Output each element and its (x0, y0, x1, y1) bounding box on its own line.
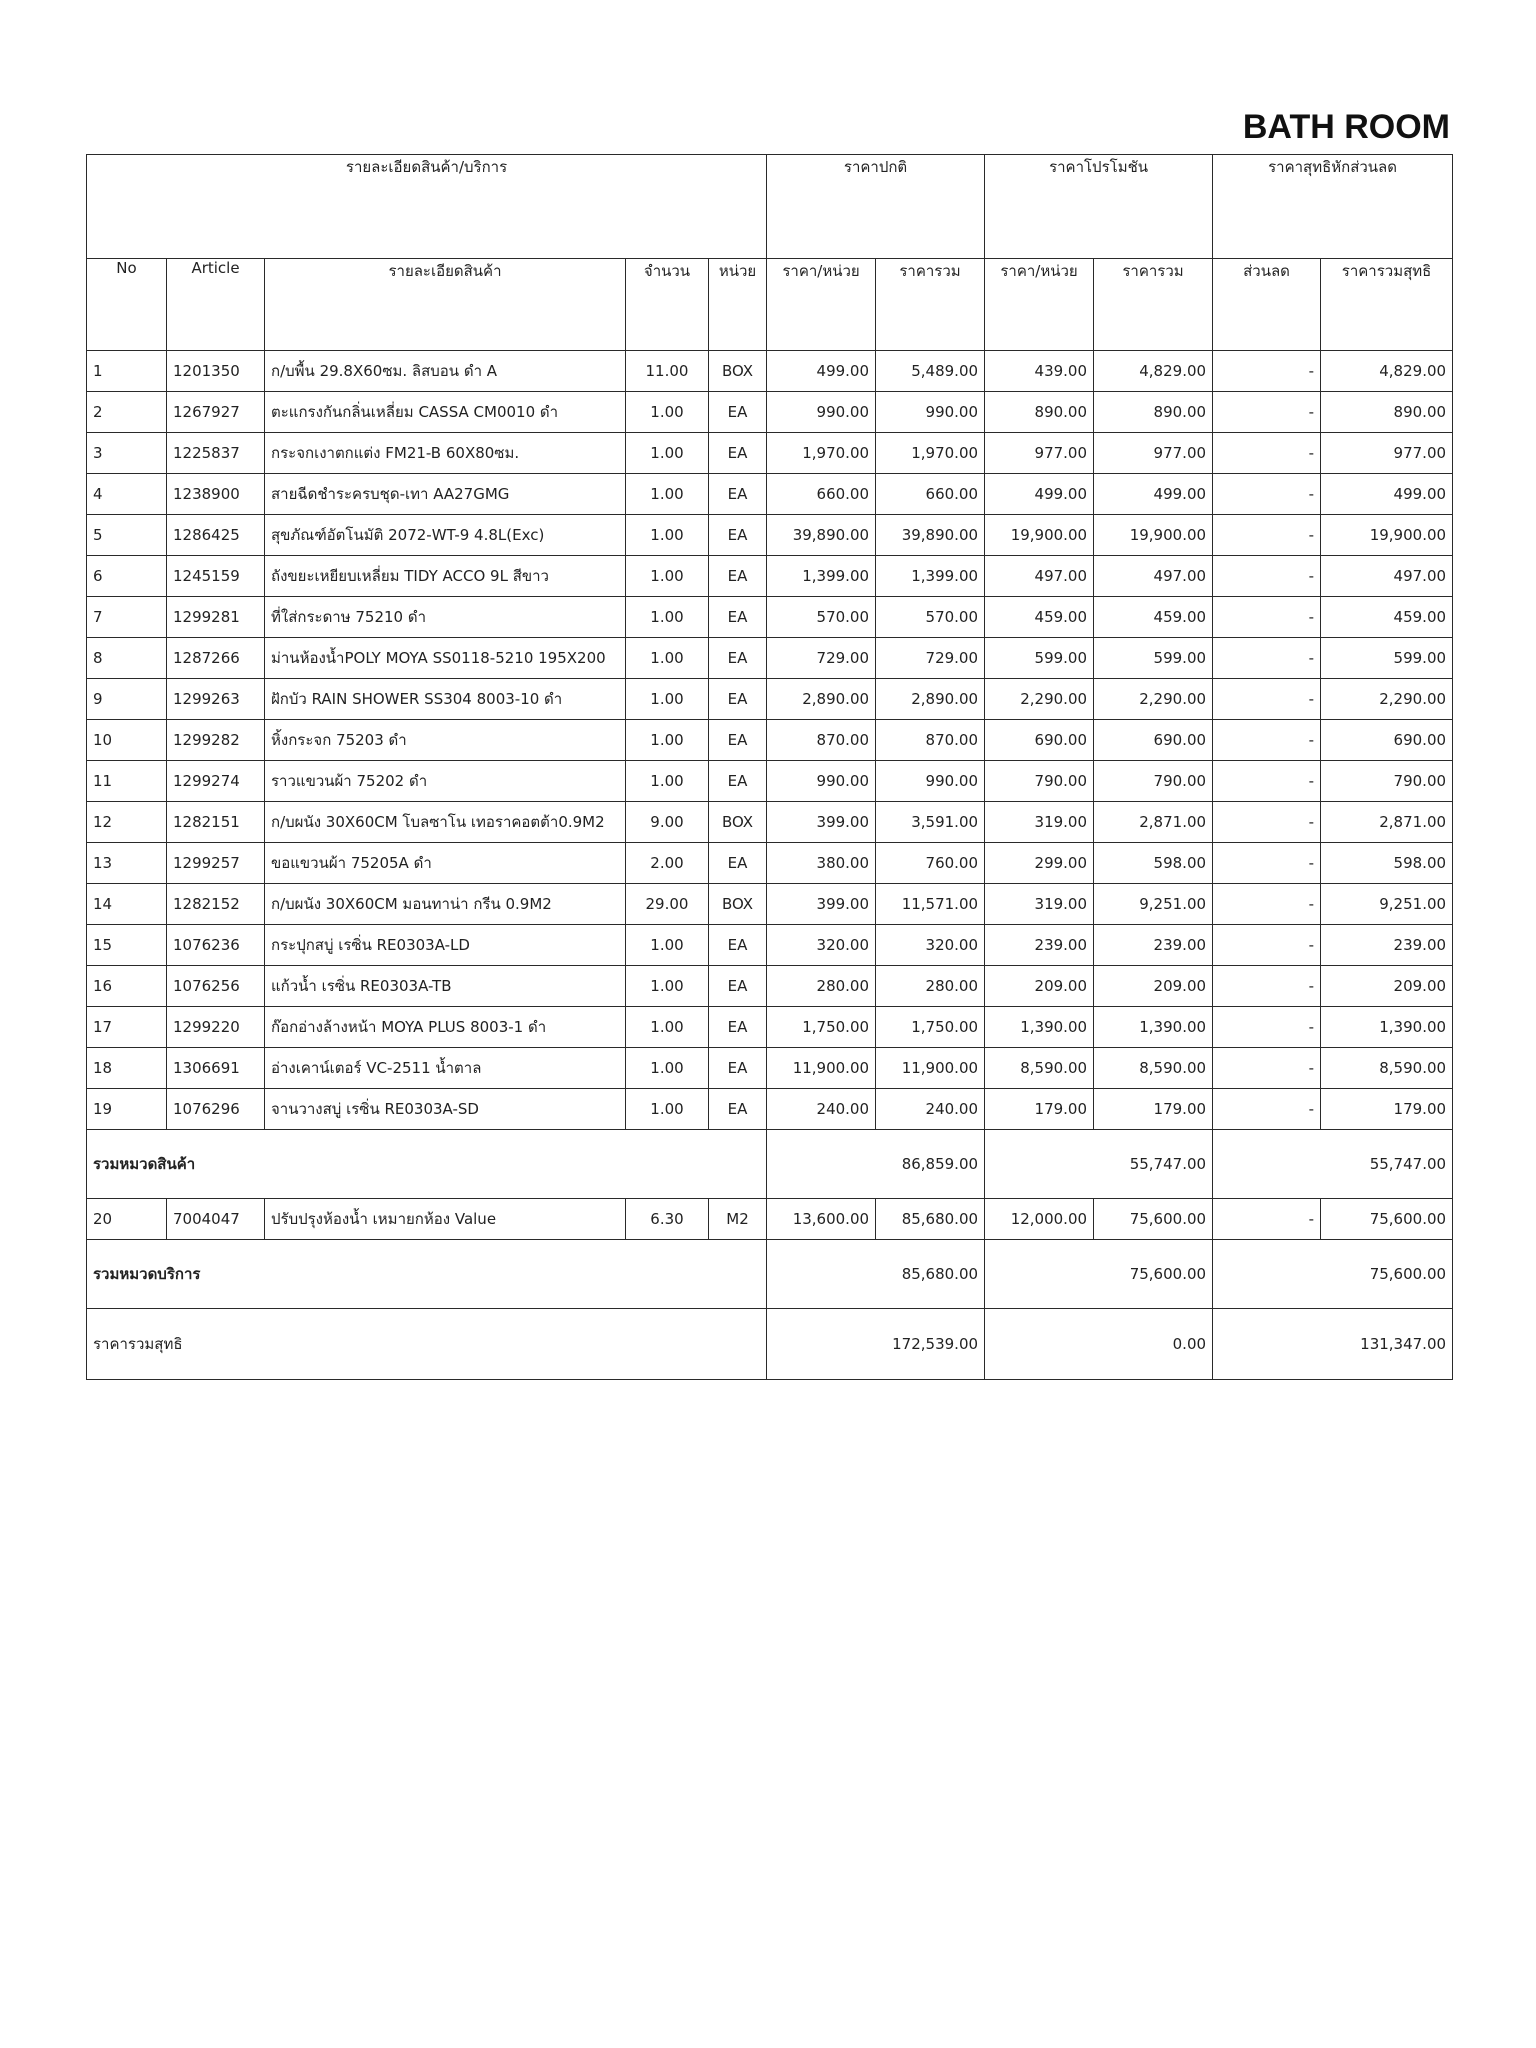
item-promo-total: 2,871.00 (1094, 802, 1213, 843)
item-no: 9 (87, 679, 167, 720)
item-discount: - (1213, 1048, 1321, 1089)
item-discount: - (1213, 474, 1321, 515)
item-unit: EA (709, 1048, 767, 1089)
item-desc: ฝักบัว RAIN SHOWER SS304 8003-10 ดำ (265, 679, 626, 720)
group-header-net-price: ราคาสุทธิหักส่วนลด (1213, 155, 1453, 259)
item-discount: - (1213, 556, 1321, 597)
item-discount: - (1213, 597, 1321, 638)
item-qty: 1.00 (626, 925, 709, 966)
item-no: 1 (87, 351, 167, 392)
item-unit-price: 11,900.00 (767, 1048, 876, 1089)
service-item-no: 20 (87, 1199, 167, 1240)
item-net: 2,290.00 (1321, 679, 1453, 720)
item-promo-total: 499.00 (1094, 474, 1213, 515)
item-net: 599.00 (1321, 638, 1453, 679)
item-promo-unit: 497.00 (985, 556, 1094, 597)
service-item-discount: - (1213, 1199, 1321, 1240)
table-row (87, 1048, 1453, 1089)
item-desc: ราวแขวนผ้า 75202 ดำ (265, 761, 626, 802)
item-promo-unit: 790.00 (985, 761, 1094, 802)
item-promo-unit: 179.00 (985, 1089, 1094, 1130)
col-header-normal-unit-price: ราคา/หน่วย (767, 259, 876, 351)
item-total: 1,970.00 (876, 433, 985, 474)
item-total: 3,591.00 (876, 802, 985, 843)
item-unit-price: 320.00 (767, 925, 876, 966)
item-total: 990.00 (876, 761, 985, 802)
item-article: 1076236 (167, 925, 265, 966)
item-unit-price: 729.00 (767, 638, 876, 679)
item-net: 179.00 (1321, 1089, 1453, 1130)
item-article: 1299282 (167, 720, 265, 761)
service-item-row (87, 1199, 1453, 1240)
table-row (87, 843, 1453, 884)
item-unit-price: 380.00 (767, 843, 876, 884)
item-promo-total: 179.00 (1094, 1089, 1213, 1130)
item-promo-total: 9,251.00 (1094, 884, 1213, 925)
item-desc: สุขภัณฑ์อัตโนมัติ 2072-WT-9 4.8L(Exc) (265, 515, 626, 556)
item-unit-price: 399.00 (767, 884, 876, 925)
item-promo-total: 598.00 (1094, 843, 1213, 884)
item-qty: 1.00 (626, 966, 709, 1007)
item-desc: หิ้งกระจก 75203 ดำ (265, 720, 626, 761)
item-unit-price: 399.00 (767, 802, 876, 843)
table-row (87, 1089, 1453, 1130)
item-desc: ที่ใส่กระดาษ 75210 ดำ (265, 597, 626, 638)
item-promo-total: 8,590.00 (1094, 1048, 1213, 1089)
item-unit-price: 1,399.00 (767, 556, 876, 597)
item-unit-price: 570.00 (767, 597, 876, 638)
item-qty: 1.00 (626, 474, 709, 515)
item-unit-price: 499.00 (767, 351, 876, 392)
item-net: 977.00 (1321, 433, 1453, 474)
item-no: 11 (87, 761, 167, 802)
table-row (87, 761, 1453, 802)
item-promo-unit: 439.00 (985, 351, 1094, 392)
col-header-no: No (87, 259, 167, 351)
item-desc: จานวางสบู่ เรซิ่น RE0303A-SD (265, 1089, 626, 1130)
document-title: BATH ROOM (1242, 108, 1450, 146)
item-unit-price: 280.00 (767, 966, 876, 1007)
item-promo-unit: 209.00 (985, 966, 1094, 1007)
item-net: 497.00 (1321, 556, 1453, 597)
item-unit: BOX (709, 802, 767, 843)
table-row (87, 720, 1453, 761)
item-qty: 1.00 (626, 679, 709, 720)
item-qty: 1.00 (626, 433, 709, 474)
item-unit-price: 240.00 (767, 1089, 876, 1130)
col-header-promo-unit-price: ราคา/หน่วย (985, 259, 1094, 351)
item-no: 3 (87, 433, 167, 474)
item-desc: ขอแขวนผ้า 75205A ดำ (265, 843, 626, 884)
table-row (87, 638, 1453, 679)
item-discount: - (1213, 843, 1321, 884)
item-promo-total: 459.00 (1094, 597, 1213, 638)
item-discount: - (1213, 392, 1321, 433)
item-total: 2,890.00 (876, 679, 985, 720)
item-desc: กระปุกสบู่ เรซิ่น RE0303A-LD (265, 925, 626, 966)
item-desc: ก/บผนัง 30X60CM มอนทาน่า กรีน 0.9M2 (265, 884, 626, 925)
item-unit: EA (709, 597, 767, 638)
item-net: 890.00 (1321, 392, 1453, 433)
item-discount: - (1213, 884, 1321, 925)
item-unit-price: 2,890.00 (767, 679, 876, 720)
item-unit: EA (709, 515, 767, 556)
item-desc: กระจกเงาตกแต่ง FM21-B 60X80ซม. (265, 433, 626, 474)
item-qty: 1.00 (626, 720, 709, 761)
item-unit-price: 870.00 (767, 720, 876, 761)
item-desc: ก/บพื้น 29.8X60ซม. ลิสบอน ดำ A (265, 351, 626, 392)
item-total: 11,900.00 (876, 1048, 985, 1089)
item-total: 320.00 (876, 925, 985, 966)
item-article: 1299281 (167, 597, 265, 638)
item-article: 1267927 (167, 392, 265, 433)
item-article: 1299220 (167, 1007, 265, 1048)
item-no: 5 (87, 515, 167, 556)
col-header-net-total: ราคารวมสุทธิ (1321, 259, 1453, 351)
item-no: 8 (87, 638, 167, 679)
item-net: 209.00 (1321, 966, 1453, 1007)
item-promo-unit: 1,390.00 (985, 1007, 1094, 1048)
item-net: 9,251.00 (1321, 884, 1453, 925)
item-article: 1299257 (167, 843, 265, 884)
item-unit: EA (709, 1007, 767, 1048)
item-no: 16 (87, 966, 167, 1007)
item-promo-total: 19,900.00 (1094, 515, 1213, 556)
service-subtotal-label: รวมหมวดบริการ (87, 1240, 767, 1309)
item-promo-unit: 977.00 (985, 433, 1094, 474)
item-no: 2 (87, 392, 167, 433)
item-qty: 1.00 (626, 638, 709, 679)
item-desc: ก/บผนัง 30X60CM โบลซาโน เทอราคอตต้า0.9M2 (265, 802, 626, 843)
item-unit-price: 39,890.00 (767, 515, 876, 556)
item-discount: - (1213, 802, 1321, 843)
table-row (87, 925, 1453, 966)
col-header-discount: ส่วนลด (1213, 259, 1321, 351)
item-qty: 1.00 (626, 597, 709, 638)
service-item-unit-price: 13,600.00 (767, 1199, 876, 1240)
grand-total-normal: 172,539.00 (767, 1309, 985, 1380)
item-unit: EA (709, 720, 767, 761)
item-total: 5,489.00 (876, 351, 985, 392)
item-article: 1306691 (167, 1048, 265, 1089)
item-article: 1286425 (167, 515, 265, 556)
table-row (87, 474, 1453, 515)
item-promo-total: 599.00 (1094, 638, 1213, 679)
table-row (87, 802, 1453, 843)
item-promo-unit: 239.00 (985, 925, 1094, 966)
item-unit-price: 1,970.00 (767, 433, 876, 474)
item-discount: - (1213, 433, 1321, 474)
item-promo-unit: 499.00 (985, 474, 1094, 515)
item-promo-unit: 459.00 (985, 597, 1094, 638)
item-desc: อ่างเคาน์เตอร์ VC-2511 น้ำตาล (265, 1048, 626, 1089)
col-header-desc: รายละเอียดสินค้า (265, 259, 626, 351)
item-unit-price: 990.00 (767, 761, 876, 802)
item-qty: 2.00 (626, 843, 709, 884)
table-row (87, 433, 1453, 474)
item-total: 280.00 (876, 966, 985, 1007)
service-item-promo-total: 75,600.00 (1094, 1199, 1213, 1240)
item-article: 1076296 (167, 1089, 265, 1130)
item-promo-unit: 319.00 (985, 884, 1094, 925)
item-unit: EA (709, 843, 767, 884)
item-total: 240.00 (876, 1089, 985, 1130)
table-row (87, 515, 1453, 556)
service-item-article: 7004047 (167, 1199, 265, 1240)
item-no: 10 (87, 720, 167, 761)
item-article: 1287266 (167, 638, 265, 679)
product-subtotal-label: รวมหมวดสินค้า (87, 1130, 767, 1199)
item-desc: ตะแกรงกันกลิ่นเหลี่ยม CASSA CM0010 ดำ (265, 392, 626, 433)
item-promo-total: 2,290.00 (1094, 679, 1213, 720)
grand-total-net: 131,347.00 (1213, 1309, 1453, 1380)
item-discount: - (1213, 925, 1321, 966)
item-net: 2,871.00 (1321, 802, 1453, 843)
item-total: 1,750.00 (876, 1007, 985, 1048)
product-subtotal-normal: 86,859.00 (767, 1130, 985, 1199)
group-header-row (87, 155, 1453, 259)
service-item-net: 75,600.00 (1321, 1199, 1453, 1240)
item-unit: EA (709, 433, 767, 474)
item-net: 598.00 (1321, 843, 1453, 884)
item-qty: 1.00 (626, 1089, 709, 1130)
item-unit: EA (709, 556, 767, 597)
item-total: 760.00 (876, 843, 985, 884)
product-subtotal-net: 55,747.00 (1213, 1130, 1453, 1199)
column-header-row (87, 259, 1453, 351)
table-row (87, 392, 1453, 433)
item-article: 1282152 (167, 884, 265, 925)
item-promo-total: 4,829.00 (1094, 351, 1213, 392)
table-row (87, 884, 1453, 925)
service-item-unit: M2 (709, 1199, 767, 1240)
product-subtotal-row (87, 1130, 1453, 1199)
item-qty: 1.00 (626, 1048, 709, 1089)
item-discount: - (1213, 1007, 1321, 1048)
item-article: 1299274 (167, 761, 265, 802)
item-unit: EA (709, 761, 767, 802)
item-discount: - (1213, 515, 1321, 556)
item-promo-unit: 299.00 (985, 843, 1094, 884)
item-discount: - (1213, 1089, 1321, 1130)
item-total: 570.00 (876, 597, 985, 638)
item-unit: EA (709, 679, 767, 720)
item-promo-unit: 8,590.00 (985, 1048, 1094, 1089)
item-unit-price: 990.00 (767, 392, 876, 433)
item-qty: 1.00 (626, 515, 709, 556)
item-net: 790.00 (1321, 761, 1453, 802)
col-header-article: Article (167, 259, 265, 351)
service-item-total: 85,680.00 (876, 1199, 985, 1240)
table-row (87, 597, 1453, 638)
item-promo-unit: 690.00 (985, 720, 1094, 761)
item-desc: สายฉีดชำระครบชุด-เทา AA27GMG (265, 474, 626, 515)
item-net: 499.00 (1321, 474, 1453, 515)
item-promo-total: 497.00 (1094, 556, 1213, 597)
item-unit: EA (709, 638, 767, 679)
item-article: 1076256 (167, 966, 265, 1007)
item-no: 4 (87, 474, 167, 515)
item-net: 8,590.00 (1321, 1048, 1453, 1089)
item-total: 990.00 (876, 392, 985, 433)
item-discount: - (1213, 638, 1321, 679)
table-row (87, 679, 1453, 720)
item-discount: - (1213, 966, 1321, 1007)
item-qty: 1.00 (626, 392, 709, 433)
item-net: 19,900.00 (1321, 515, 1453, 556)
item-desc: ถังขยะเหยียบเหลี่ยม TIDY ACCO 9L สีขาว (265, 556, 626, 597)
item-discount: - (1213, 351, 1321, 392)
item-qty: 11.00 (626, 351, 709, 392)
item-desc: ม่านห้องน้ำPOLY MOYA SS0118-5210 195X200 (265, 638, 626, 679)
item-unit-price: 1,750.00 (767, 1007, 876, 1048)
item-promo-total: 977.00 (1094, 433, 1213, 474)
item-article: 1299263 (167, 679, 265, 720)
item-total: 39,890.00 (876, 515, 985, 556)
item-desc: ก๊อกอ่างล้างหน้า MOYA PLUS 8003-1 ดำ (265, 1007, 626, 1048)
item-article: 1282151 (167, 802, 265, 843)
grand-total-promo: 0.00 (985, 1309, 1213, 1380)
table-row (87, 1007, 1453, 1048)
col-header-qty: จำนวน (626, 259, 709, 351)
item-promo-total: 1,390.00 (1094, 1007, 1213, 1048)
grand-total-row (87, 1309, 1453, 1380)
item-unit: EA (709, 392, 767, 433)
item-no: 18 (87, 1048, 167, 1089)
item-total: 1,399.00 (876, 556, 985, 597)
item-unit: BOX (709, 351, 767, 392)
item-article: 1238900 (167, 474, 265, 515)
service-item-qty: 6.30 (626, 1199, 709, 1240)
item-promo-total: 239.00 (1094, 925, 1213, 966)
col-header-unit: หน่วย (709, 259, 767, 351)
item-no: 13 (87, 843, 167, 884)
item-promo-unit: 890.00 (985, 392, 1094, 433)
item-discount: - (1213, 761, 1321, 802)
item-no: 14 (87, 884, 167, 925)
service-subtotal-promo: 75,600.00 (985, 1240, 1213, 1309)
item-qty: 1.00 (626, 761, 709, 802)
item-qty: 9.00 (626, 802, 709, 843)
item-no: 12 (87, 802, 167, 843)
item-discount: - (1213, 720, 1321, 761)
col-header-promo-total: ราคารวม (1094, 259, 1213, 351)
item-unit: EA (709, 925, 767, 966)
item-total: 11,571.00 (876, 884, 985, 925)
table-row (87, 556, 1453, 597)
item-net: 459.00 (1321, 597, 1453, 638)
service-item-promo-unit: 12,000.00 (985, 1199, 1094, 1240)
item-promo-total: 890.00 (1094, 392, 1213, 433)
group-header-promo-price: ราคาโปรโมชัน (985, 155, 1213, 259)
item-discount: - (1213, 679, 1321, 720)
item-no: 7 (87, 597, 167, 638)
item-total: 729.00 (876, 638, 985, 679)
item-net: 4,829.00 (1321, 351, 1453, 392)
item-no: 19 (87, 1089, 167, 1130)
item-promo-unit: 2,290.00 (985, 679, 1094, 720)
quotation-table (86, 154, 1453, 1380)
item-promo-total: 209.00 (1094, 966, 1213, 1007)
item-unit: BOX (709, 884, 767, 925)
item-no: 15 (87, 925, 167, 966)
service-subtotal-net: 75,600.00 (1213, 1240, 1453, 1309)
col-header-normal-total: ราคารวม (876, 259, 985, 351)
item-no: 17 (87, 1007, 167, 1048)
item-unit: EA (709, 474, 767, 515)
grand-total-label: ราคารวมสุทธิ (87, 1309, 767, 1380)
table-row (87, 966, 1453, 1007)
item-net: 1,390.00 (1321, 1007, 1453, 1048)
table-row (87, 351, 1453, 392)
item-promo-unit: 319.00 (985, 802, 1094, 843)
item-article: 1225837 (167, 433, 265, 474)
group-header-normal-price: ราคาปกติ (767, 155, 985, 259)
item-qty: 29.00 (626, 884, 709, 925)
product-subtotal-promo: 55,747.00 (985, 1130, 1213, 1199)
item-promo-unit: 599.00 (985, 638, 1094, 679)
item-net: 690.00 (1321, 720, 1453, 761)
item-promo-unit: 19,900.00 (985, 515, 1094, 556)
item-promo-total: 690.00 (1094, 720, 1213, 761)
item-no: 6 (87, 556, 167, 597)
item-promo-total: 790.00 (1094, 761, 1213, 802)
item-article: 1201350 (167, 351, 265, 392)
item-unit: EA (709, 966, 767, 1007)
item-article: 1245159 (167, 556, 265, 597)
item-qty: 1.00 (626, 556, 709, 597)
service-subtotal-normal: 85,680.00 (767, 1240, 985, 1309)
item-total: 660.00 (876, 474, 985, 515)
group-header-details: รายละเอียดสินค้า/บริการ (87, 155, 767, 259)
item-unit-price: 660.00 (767, 474, 876, 515)
item-net: 239.00 (1321, 925, 1453, 966)
service-item-desc: ปรับปรุงห้องน้ำ เหมายกห้อง Value (265, 1199, 626, 1240)
service-subtotal-row (87, 1240, 1453, 1309)
item-total: 870.00 (876, 720, 985, 761)
item-qty: 1.00 (626, 1007, 709, 1048)
item-unit: EA (709, 1089, 767, 1130)
item-desc: แก้วน้ำ เรซิ่น RE0303A-TB (265, 966, 626, 1007)
